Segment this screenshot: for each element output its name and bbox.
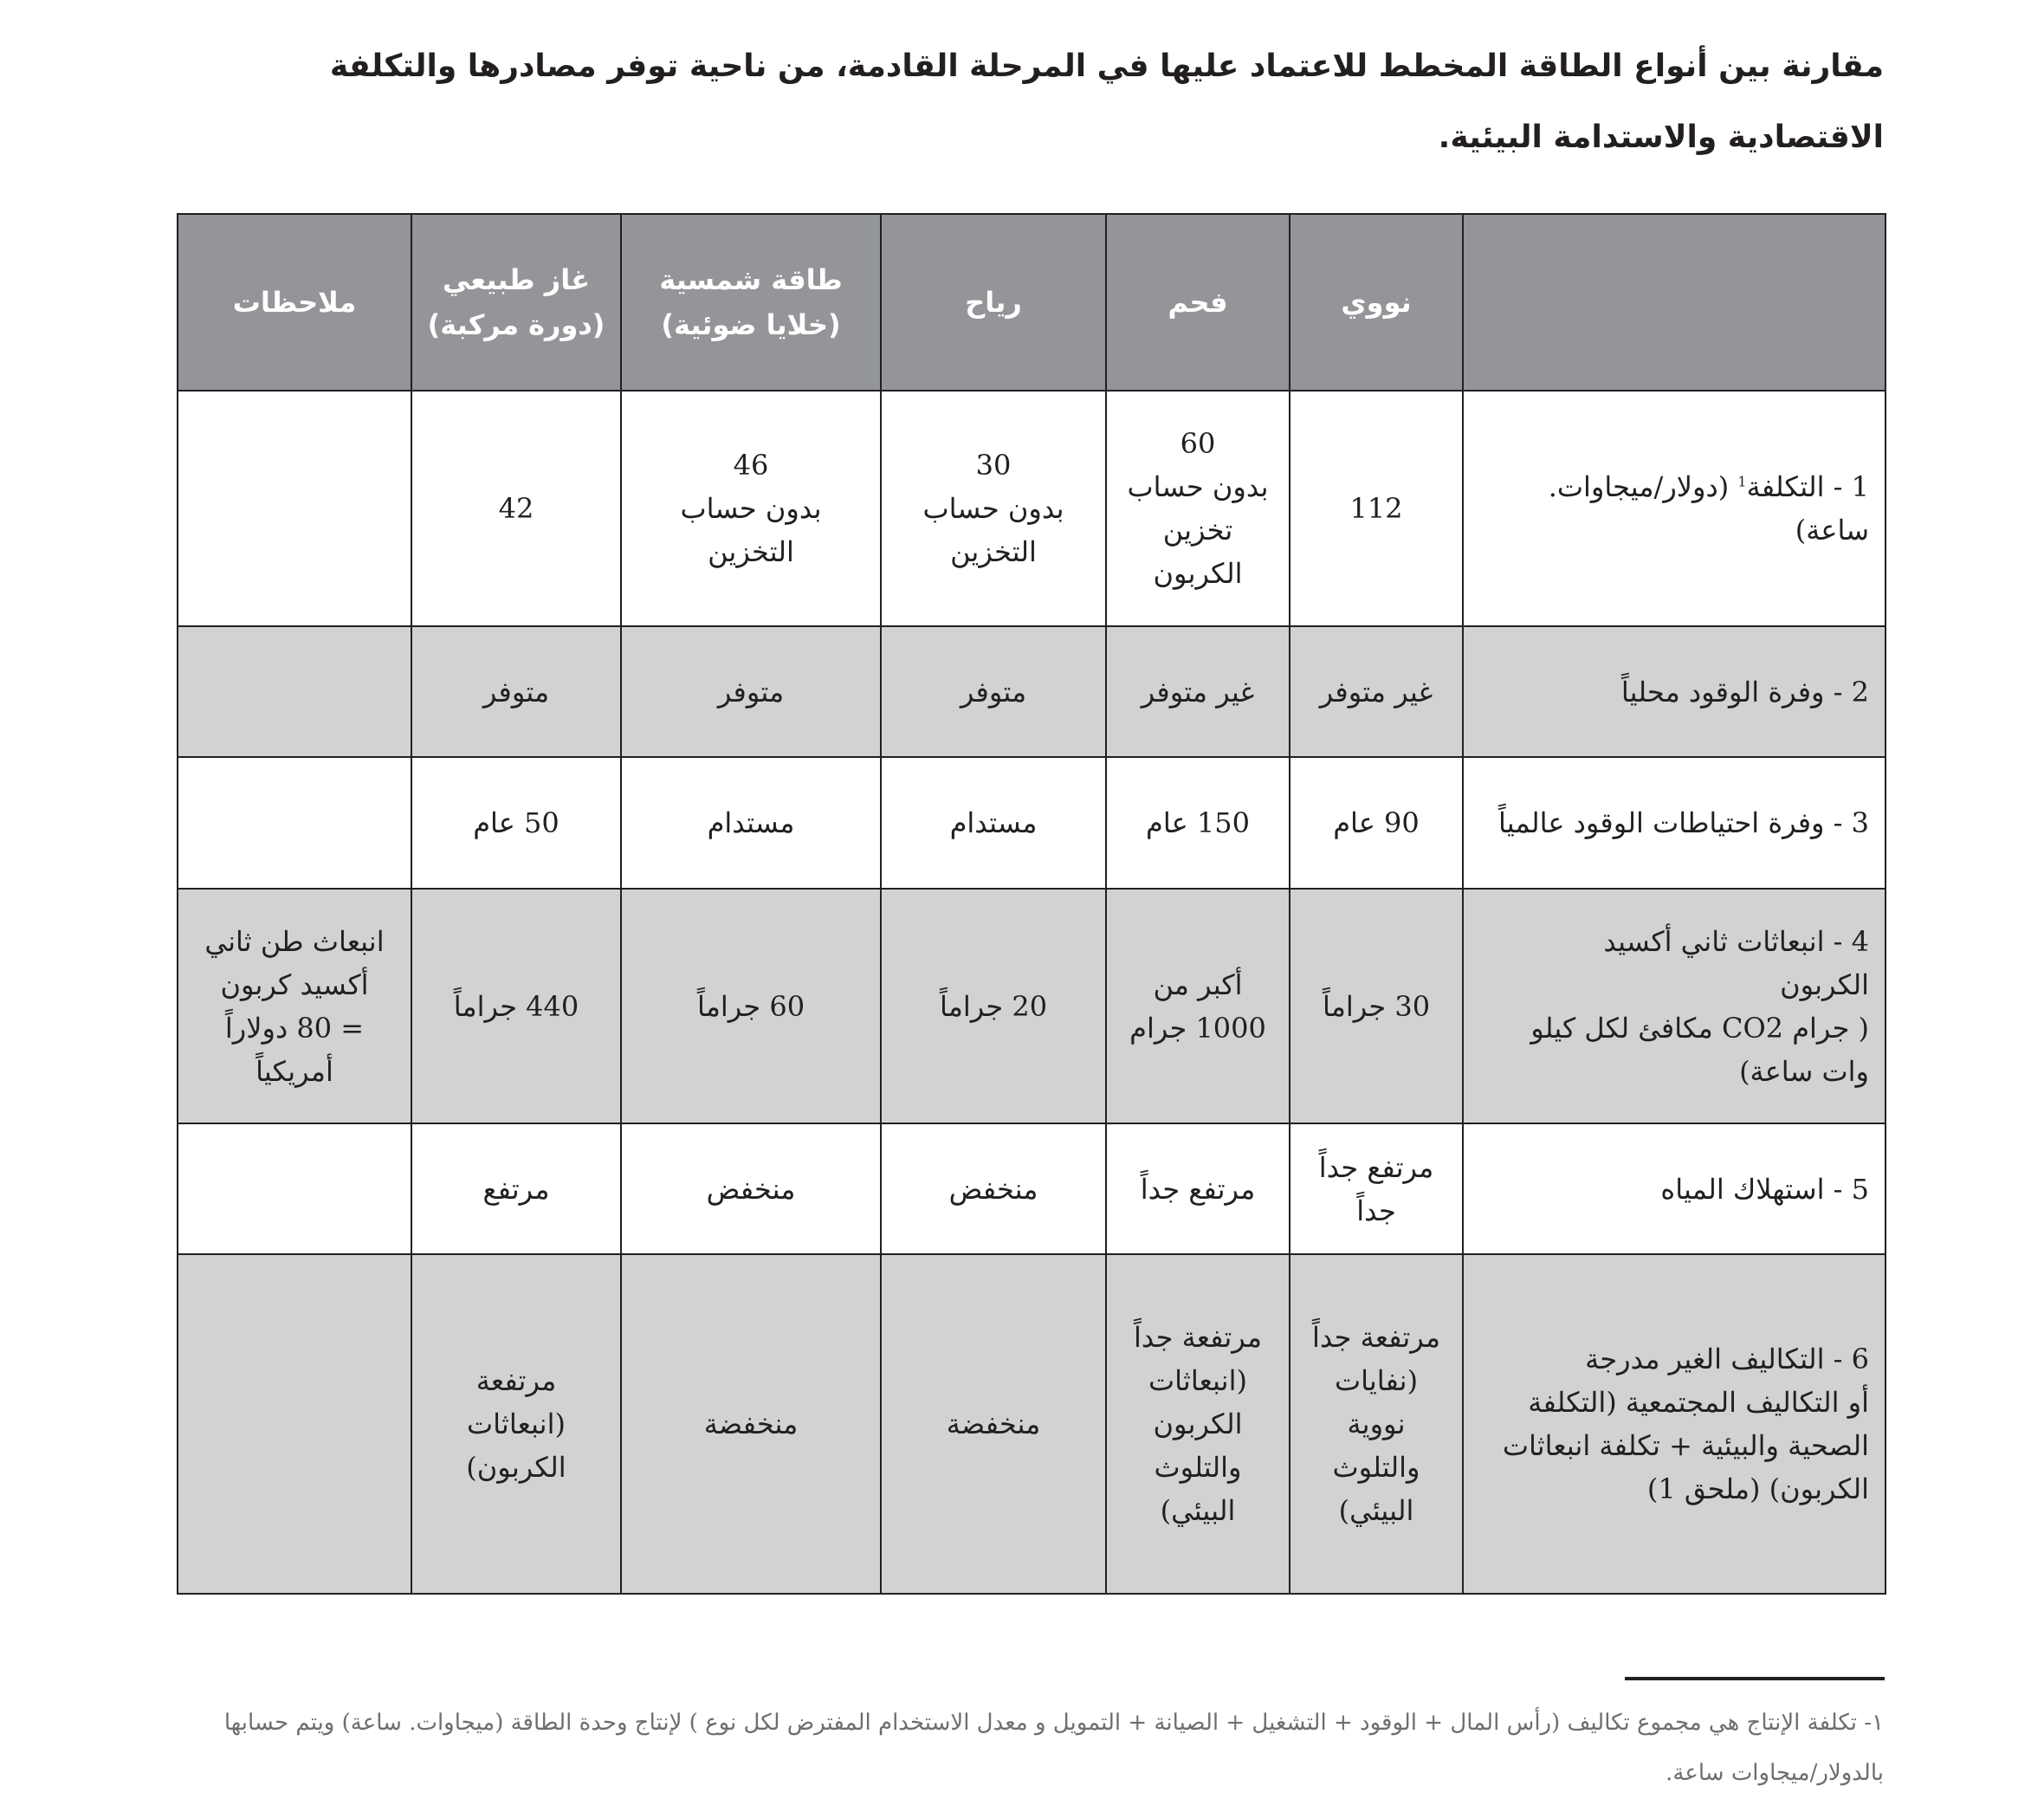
- cell-gas: 50 عام: [411, 757, 621, 889]
- table-row: [178, 1123, 1886, 1254]
- cell-solar: [621, 391, 881, 626]
- row-label-line: الكربون) (ملحق 1): [1646, 1472, 1869, 1505]
- header-solar: [621, 214, 881, 391]
- row-label-line: الصحية والبيئية + تكلفة انبعاثات: [1502, 1429, 1869, 1462]
- energy-comparison-table: [177, 213, 1886, 1595]
- cell-notes: [178, 757, 411, 889]
- cell-line: 60: [1180, 427, 1216, 460]
- cell-line: أكسيد كربون: [220, 967, 369, 1001]
- cell-coal: غير متوفر: [1106, 626, 1290, 757]
- cell-line: (انبعاثات: [467, 1408, 566, 1440]
- cell-line: التخزين: [708, 535, 794, 568]
- cell-coal: [1106, 1254, 1290, 1594]
- row-label-line: الكربون: [1780, 967, 1869, 1001]
- row-label-line-2: ساعة): [1795, 514, 1869, 547]
- row-label: [1463, 889, 1886, 1123]
- footnote: [178, 1698, 1884, 1798]
- cell-coal: [1106, 391, 1290, 626]
- cell-wind: منخفضة: [881, 1254, 1106, 1594]
- cell-notes: [178, 1123, 411, 1254]
- cell-nuclear: 90 عام: [1290, 757, 1463, 889]
- cell-line: البيئي): [1160, 1494, 1236, 1527]
- cell-wind: متوفر: [881, 626, 1106, 757]
- cell-nuclear: 30 جراماً: [1290, 889, 1463, 1123]
- cell-coal: 150 عام: [1106, 757, 1290, 889]
- footnote-marker: 1: [1737, 473, 1747, 490]
- table-row: [178, 757, 1886, 889]
- cell-line: والتلوث: [1332, 1451, 1420, 1484]
- cell-solar: مستدام: [621, 757, 881, 889]
- cell-solar: 60 جراماً: [621, 889, 881, 1123]
- header-gas: [411, 214, 621, 391]
- cell-solar: منخفضة: [621, 1254, 881, 1594]
- footnote-line-1: ١- تكلفة الإنتاج هي مجموع تكاليف (رأس المال + الوقود + التشغيل + الصيانة + التمويل و معدل الاستخدام المفترض لكل نوع ) لإنتاج وحدة الطاقة (ميجاوات. ساعة) ويتم حسابها: [223, 1710, 1884, 1736]
- table-row: [178, 1254, 1886, 1594]
- cell-notes: [178, 626, 411, 757]
- cell-line: 1000 جرام: [1129, 1011, 1266, 1045]
- header-coal: فحم: [1106, 214, 1290, 391]
- cell-line: = 80 دولاراً: [224, 1011, 365, 1045]
- row-label-line: وات ساعة): [1739, 1054, 1869, 1088]
- cell-line: الكربون: [1153, 557, 1243, 590]
- cell-line: بدون حساب: [1127, 470, 1269, 503]
- cell-coal: مرتفع جداً: [1106, 1123, 1290, 1254]
- cell-line: الكربون: [1153, 1408, 1243, 1440]
- cell-line: الكربون): [466, 1451, 566, 1484]
- table-header-row: [178, 214, 1886, 391]
- header-gas-line-1: غاز طبيعي: [442, 263, 591, 296]
- cell-notes: [178, 889, 411, 1123]
- row-label: [1463, 391, 1886, 626]
- cell-line: التخزين: [950, 535, 1037, 568]
- footnote-divider: [1625, 1677, 1885, 1680]
- row-label-line-1: [1476, 465, 1869, 508]
- cell-line: أمريكياً: [256, 1054, 333, 1088]
- header-solar-line-2: (خلايا ضوئية): [661, 308, 841, 341]
- row-label-part: (دولار/ميجاوات.: [1548, 470, 1738, 503]
- cell-line: البيئي): [1338, 1494, 1414, 1527]
- cell-line: تخزين: [1162, 514, 1233, 547]
- cell-line: بدون حساب: [680, 492, 822, 525]
- table-row: [178, 391, 1886, 626]
- row-label: 2 - وفرة الوقود محلياً: [1463, 626, 1886, 757]
- row-label-line: أو التكاليف المجتمعية (التكلفة: [1528, 1386, 1869, 1419]
- header-solar-line-1: طاقة شمسية: [659, 263, 843, 296]
- cell-line: (نفايات: [1334, 1364, 1419, 1397]
- row-label: 5 - استهلاك المياه: [1463, 1123, 1886, 1254]
- cell-line: 30: [975, 449, 1012, 482]
- cell-gas: 42: [411, 391, 621, 626]
- header-gas-line-2: (دورة مركبة): [427, 308, 605, 341]
- header-nuclear: نووي: [1290, 214, 1463, 391]
- cell-line: أكبر من: [1153, 967, 1243, 1001]
- cell-solar: منخفض: [621, 1123, 881, 1254]
- table-row: [178, 626, 1886, 757]
- row-label-line: ( جرام CO2 مكافئ لكل كيلو: [1530, 1011, 1869, 1045]
- row-label-line: 4 - انبعاثات ثاني أكسيد: [1603, 924, 1869, 958]
- row-label-part: 1 - التكلفة: [1746, 470, 1869, 503]
- row-label-line: 6 - التكاليف الغير مدرجة: [1585, 1343, 1869, 1375]
- cell-wind: [881, 391, 1106, 626]
- cell-line: مرتفعة: [475, 1364, 557, 1397]
- row-label: 3 - وفرة احتياطات الوقود عالمياً: [1463, 757, 1886, 889]
- intro-paragraph: [169, 31, 1884, 173]
- cell-notes: [178, 391, 411, 626]
- cell-gas: متوفر: [411, 626, 621, 757]
- cell-gas: 440 جراماً: [411, 889, 621, 1123]
- cell-notes: [178, 1254, 411, 1594]
- cell-line: (انبعاثات: [1148, 1364, 1247, 1397]
- cell-line: انبعاث طن ثاني: [204, 924, 385, 958]
- footnote-line-2: بالدولار/ميجاوات ساعة.: [1666, 1760, 1884, 1786]
- cell-coal: [1106, 889, 1290, 1123]
- cell-nuclear: [1290, 1123, 1463, 1254]
- cell-line: مرتفعة جداً: [1311, 1321, 1441, 1354]
- cell-line: والتلوث: [1154, 1451, 1242, 1484]
- intro-line-1: مقارنة بين أنواع الطاقة المخطط للاعتماد عليها في المرحلة القادمة، من ناحية توفر مصادرها والتكلفة: [329, 49, 1884, 84]
- header-criteria: [1463, 214, 1886, 391]
- cell-line: مرتفعة جداً: [1133, 1321, 1263, 1354]
- cell-solar: متوفر: [621, 626, 881, 757]
- cell-wind: مستدام: [881, 757, 1106, 889]
- header-wind: رياح: [881, 214, 1106, 391]
- cell-line: 46: [733, 449, 769, 482]
- header-notes: ملاحظات: [178, 214, 411, 391]
- cell-gas: مرتفع: [411, 1123, 621, 1254]
- cell-line: بدون حساب: [922, 492, 1064, 525]
- cell-wind: منخفض: [881, 1123, 1106, 1254]
- cell-wind: 20 جراماً: [881, 889, 1106, 1123]
- cell-line: جداً: [1356, 1194, 1396, 1227]
- row-label: [1463, 1254, 1886, 1594]
- cell-nuclear: [1290, 1254, 1463, 1594]
- intro-line-2: الاقتصادية والاستدامة البيئية.: [1438, 120, 1884, 155]
- cell-line: نووية: [1347, 1408, 1406, 1440]
- cell-nuclear: غير متوفر: [1290, 626, 1463, 757]
- cell-nuclear: 112: [1290, 391, 1463, 626]
- table-row: [178, 889, 1886, 1123]
- cell-gas: [411, 1254, 621, 1594]
- cell-line: مرتفع جداً: [1318, 1150, 1434, 1184]
